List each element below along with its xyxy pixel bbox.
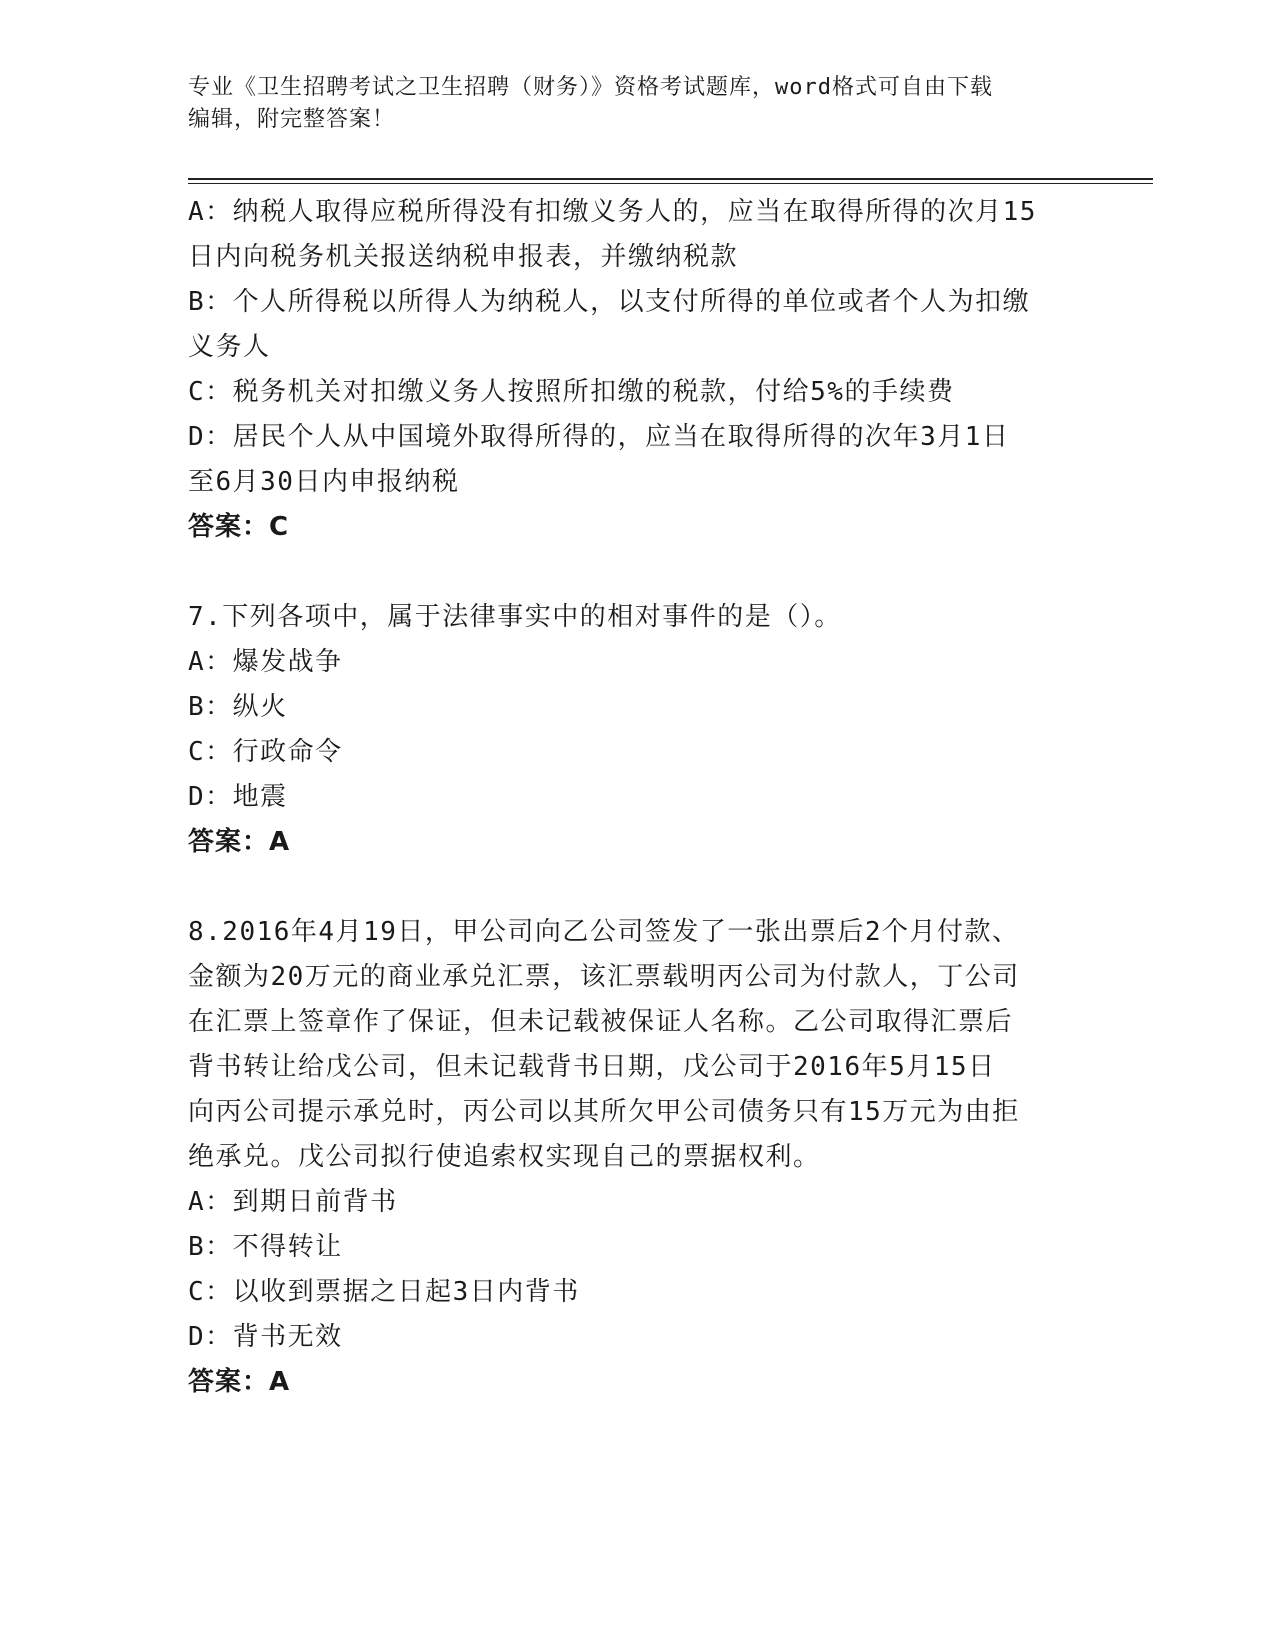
q8-stem-line-1: 8.2016年4月19日，甲公司向乙公司签发了一张出票后2个月付款、 xyxy=(188,917,1020,947)
header-line-2: 编辑，附完整答案！ xyxy=(188,107,396,132)
question-6 xyxy=(188,190,1088,550)
q8-stem-line-2: 金额为20万元的商业承兑汇票，该汇票载明丙公司为付款人，丁公司 xyxy=(188,962,1020,992)
q6-option-a-line-2: 日内向税务机关报送纳税申报表，并缴纳税款 xyxy=(188,242,739,272)
q7-option-c: C：行政命令 xyxy=(188,737,343,767)
q8-stem-line-5: 向丙公司提示承兑时，丙公司以其所欠甲公司债务只有15万元为由拒 xyxy=(188,1097,1020,1127)
header-line-1: 专业《卫生招聘考试之卫生招聘（财务）》资格考试题库，word格式可自由下载 xyxy=(188,75,993,100)
q8-option-c: C：以收到票据之日起3日内背书 xyxy=(188,1277,580,1307)
q6-option-d-line-2: 至6月30日内申报纳税 xyxy=(188,467,460,497)
q8-option-d: D：背书无效 xyxy=(188,1322,343,1352)
q6-option-b-line-2: 义务人 xyxy=(188,332,271,362)
q7-option-d: D：地震 xyxy=(188,782,288,812)
q7-option-b: B：纵火 xyxy=(188,692,288,722)
q8-option-a: A：到期日前背书 xyxy=(188,1187,398,1217)
q7-answer: 答案：A xyxy=(188,827,291,857)
question-7 xyxy=(188,595,1088,865)
q8-stem-line-4: 背书转让给戊公司，但未记载背书日期，戊公司于2016年5月15日 xyxy=(188,1052,996,1082)
q6-option-a-line-1: A：纳税人取得应税所得没有扣缴义务人的，应当在取得所得的次月15 xyxy=(188,197,1037,227)
q7-option-a: A：爆发战争 xyxy=(188,647,343,677)
q8-answer: 答案：A xyxy=(188,1367,291,1397)
page-header xyxy=(188,72,1088,136)
spacer xyxy=(188,865,1088,910)
q6-answer: 答案：C xyxy=(188,512,290,542)
document-body xyxy=(188,190,1088,1405)
q7-stem: 7.下列各项中，属于法律事实中的相对事件的是（）。 xyxy=(188,602,842,632)
q8-stem-line-3: 在汇票上签章作了保证，但未记载被保证人名称。乙公司取得汇票后 xyxy=(188,1007,1014,1037)
q8-stem-line-6: 绝承兑。戊公司拟行使追索权实现自己的票据权利。 xyxy=(188,1142,821,1172)
q6-option-c: C：税务机关对扣缴义务人按照所扣缴的税款，付给5%的手续费 xyxy=(188,377,955,407)
question-8 xyxy=(188,910,1088,1405)
spacer xyxy=(188,550,1088,595)
q8-option-b: B：不得转让 xyxy=(188,1232,343,1262)
q6-option-d-line-1: D：居民个人从中国境外取得所得的，应当在取得所得的次年3月1日 xyxy=(188,422,1010,452)
header-divider xyxy=(188,178,1153,184)
q6-option-b-line-1: B：个人所得税以所得人为纳税人，以支付所得的单位或者个人为扣缴 xyxy=(188,287,1031,317)
